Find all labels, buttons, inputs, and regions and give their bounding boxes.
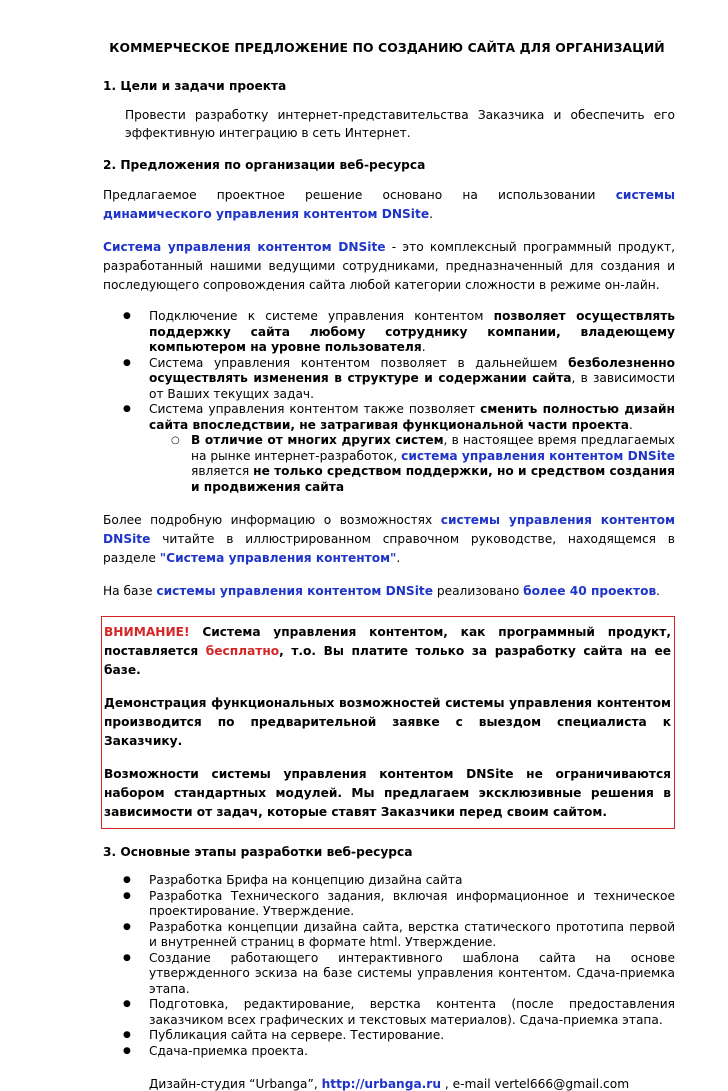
list-item: ○ В отличие от многих других систем, в настоящее время предлагаемых на рынке интернет-разработок, система управления контентом DNSite является не только средством поддержки, но и средством создания и продвижения сайта [149,433,675,495]
list-item: ● Система управления контентом позволяет в дальнейшем безболезненно осуществлять изменения в структуре и содержании сайта, в зависимости от Ваших текущих задач. [103,356,675,403]
section-3-heading: 3. Основные этапы разработки веб-ресурса [103,845,413,859]
projects-paragraph: На базе системы управления контентом DNSite реализовано более 40 проектов. [103,584,661,598]
notice-warning: ВНИМАНИЕ! Система управления контентом, как программный продукт, поставляется бесплатно, т.о. Вы платите только за разработку сайта на ее базе. [104,625,671,677]
notice-demo: Демонстрация функциональных возможностей системы управления контентом производится по предварительной заявке с выездом специалиста к Заказчику. [104,696,671,748]
list-item: ● Создание работающего интерактивного шаблона сайта на основе утвержденного эскиза на базе системы управления контентом. Сдача-приемка этапа. [103,951,675,998]
page-title: КОММЕРЧЕСКОЕ ПРЕДЛОЖЕНИЕ ПО СОЗДАНИЮ САЙТА ДЛЯ ОРГАНИЗАЦИЙ [109,40,665,55]
list-item: ● Сдача-приемка проекта. [103,1044,675,1060]
features-list [103,309,675,495]
website-link[interactable]: http://urbanga.ru [321,1077,441,1091]
solution-paragraph: Предлагаемое проектное решение основано на использовании системы динамического управления контентом DNSite. [103,188,675,221]
footer: Дизайн-студия “Urbanga”, http://urbanga.ru , e-mail vertel666@gmail.com [148,1077,630,1091]
list-item: ● Подготовка, редактирование, верстка контента (после предоставления заказчиком всех графических и текстовых материалов). Сдача-приемка этапа. [103,997,675,1028]
list-item: ● Разработка Технического задания, включая информационное и техническое проектирование. Утверждение. [103,889,675,920]
list-item: ● Публикация сайта на сервере. Тестирование. [103,1028,675,1044]
list-item: ● Разработка Брифа на концепцию дизайна сайта [103,873,675,889]
section-1-text: Провести разработку интернет-представительства Заказчика и обеспечить его эффективную интеграцию в сеть Интернет. [125,108,675,140]
email-text: , e-mail vertel666@gmail.com [441,1077,630,1091]
stages-list [103,873,675,1059]
cms-description: Система управления контентом DNSite - это комплексный программный продукт, разработанный нашими ведущими сотрудниками, предназначенный для создания и последующего сопровождения сайта любой категории сложности в режиме он-лайн. [103,240,675,292]
sub-list [149,433,675,495]
list-item: ● Разработка концепции дизайна сайта, верстка статического прототипа первой и внутренней страниц в формате html. Утверждение. [103,920,675,951]
section-2-heading: 2. Предложения по организации веб-ресурса [103,158,426,172]
notice-box [101,616,675,829]
document-page [103,30,675,1091]
more-info-paragraph: Более подробную информацию о возможностях системы управления контентом DNSite читайте в иллюстрированном справочном руководстве, находящемся в разделе "Система управления контентом". [103,513,675,565]
list-item: ● Подключение к системе управления контентом позволяет осуществлять поддержку сайта любому сотруднику компании, владеющему компьютером на уровне пользователя. [103,309,675,356]
section-1-heading: 1. Цели и задачи проекта [103,79,287,93]
notice-capabilities: Возможности системы управления контентом DNSite не ограничиваются набором стандартных модулей. Мы предлагаем эксклюзивные решения в зависимости от задач, которые ставят Заказчики перед своим сайтом. [104,767,671,819]
list-item: ● Система управления контентом также позволяет сменить полностью дизайн сайта впоследствии, не затрагивая функциональной части проекта. ○ В отличие от многих других систем, в настоящее время предлагаемых на рынке интернет-разработок, система управления контентом DNSite является не только средством поддержки, но и средством создания и продвижения сайта [103,402,675,495]
